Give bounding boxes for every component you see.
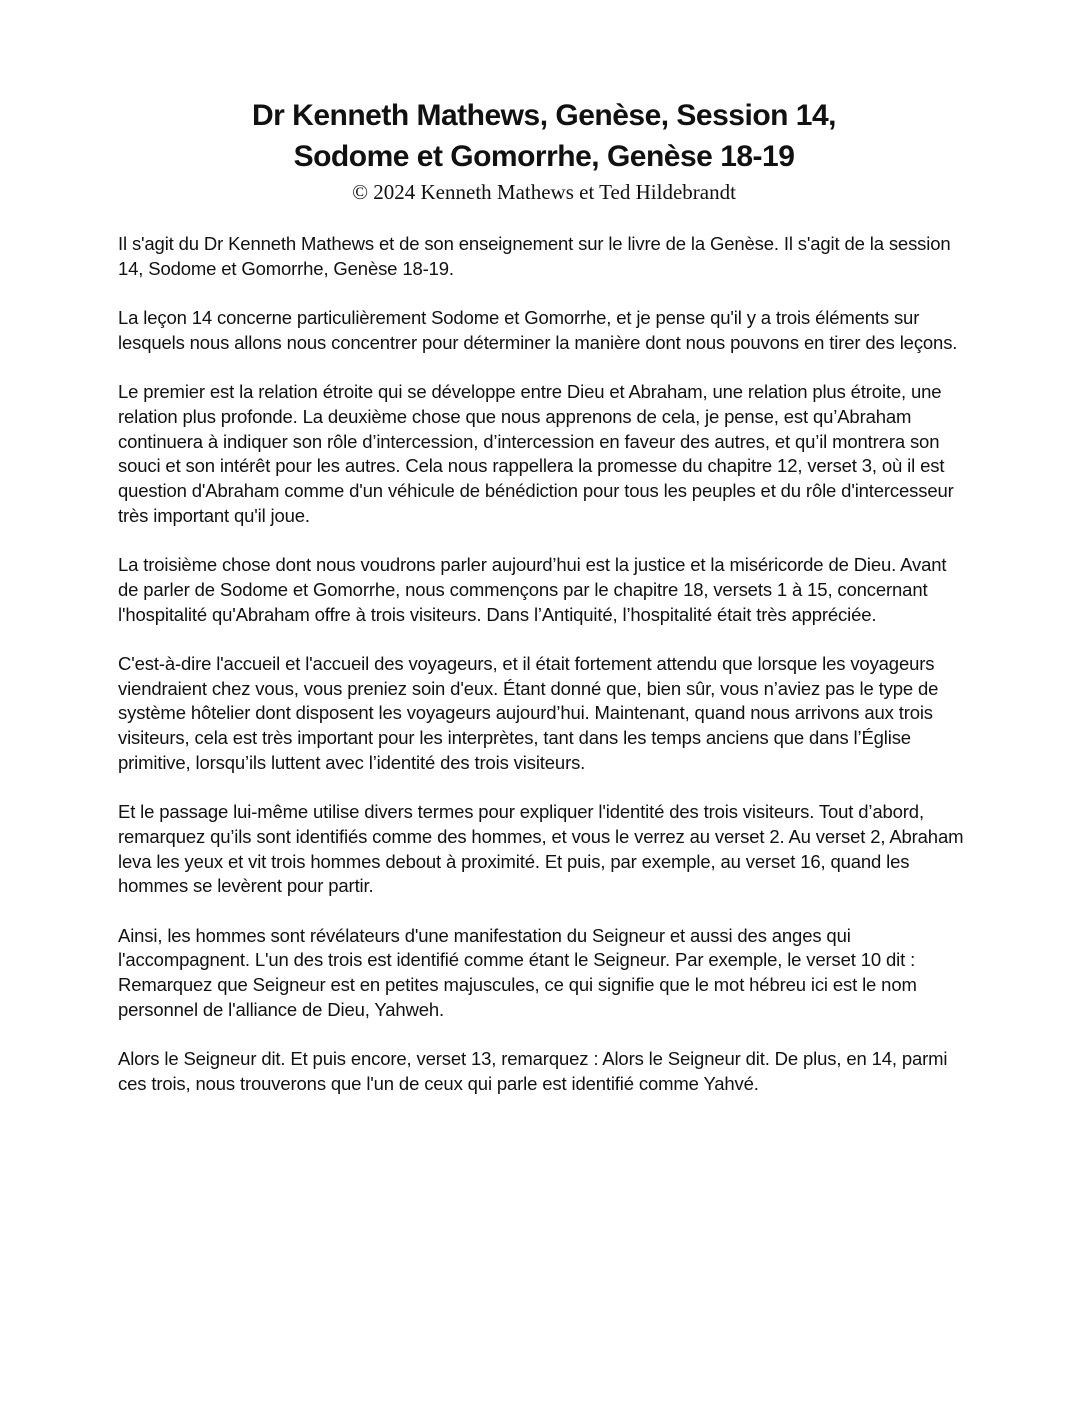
paragraph-6: Et le passage lui-même utilise divers termes pour expliquer l'identité des trois visiteurs. Tout d’abord, remarquez qu’ils sont identifiés comme des hommes, et vous le verrez au verset 2. Au verset 2, Abraham leva les yeux et vit trois hommes debout à proximité. Et puis, par exemple, au verset 16, quand les hommes se levèrent pour partir. — [118, 801, 964, 897]
paragraph-1: Il s'agit du Dr Kenneth Mathews et de son enseignement sur le livre de la Genèse. Il s'agit de la session 14, Sodome et Gomorrhe, Genèse 18-19. — [118, 233, 951, 279]
document-header — [0, 0, 1088, 206]
paragraph-2: La leçon 14 concerne particulièrement Sodome et Gomorrhe, et je pense qu'il y a trois éléments sur lesquels nous allons nous concentrer pour déterminer la manière dont nous pouvons en tirer des leçons. — [118, 307, 958, 353]
document-title — [0, 95, 1088, 177]
paragraph-8: Alors le Seigneur dit. Et puis encore, verset 13, remarquez : Alors le Seigneur dit. De plus, en 14, parmi ces trois, nous trouverons que l'un de ceux qui parle est identifié comme Yahvé. — [118, 1048, 948, 1094]
title-line-2: Sodome et Gomorrhe, Genèse 18-19 — [293, 140, 795, 173]
paragraph-4: La troisième chose dont nous voudrons parler aujourd’hui est la justice et la miséricorde de Dieu. Avant de parler de Sodome et Gomorrhe, nous commençons par le chapitre 18, versets 1 à 15, concernant l'hospitalité qu'Abraham offre à trois visiteurs. Dans l’Antiquité, l’hospitalité était très appréciée. — [118, 554, 947, 625]
paragraph-5: C'est-à-dire l'accueil et l'accueil des voyageurs, et il était fortement attendu que lorsque les voyageurs viendraient chez vous, vous preniez soin d'eux. Étant donné que, bien sûr, vous n’aviez pas le type de système hôtelier dont disposent les voyageurs aujourd’hui. Maintenant, quand nous arrivons aux trois visiteurs, cela est très important pour les interprètes, tant dans les temps anciens que dans l’Église primitive, lorsqu’ils luttent avec l’identité des trois visiteurs. — [118, 652, 939, 773]
paragraph-7: Ainsi, les hommes sont révélateurs d'une manifestation du Seigneur et aussi des anges qui l'accompagnent. L'un des trois est identifié comme étant le Seigneur. Par exemple, le verset 10 dit : Remarquez que Seigneur est en petites majuscules, ce qui signifie que le mot hébreu ici est le nom personnel de l'alliance de Dieu, Yahweh. — [118, 924, 917, 1020]
copyright-line: © 2024 Kenneth Mathews et Ted Hildebrandt — [352, 180, 736, 204]
paragraph-3: Le premier est la relation étroite qui se développe entre Dieu et Abraham, une relation plus étroite, une relation plus profonde. La deuxième chose que nous apprenons de cela, je pense, est qu’Abraham continuera à indiquer son rôle d’intercession, d’intercession en faveur des autres, et qu’il montrera son souci et son intérêt pour les autres. Cela nous rappellera la promesse du chapitre 12, verset 3, où il est question d'Abraham comme d'un véhicule de bénédiction pour tous les peuples et du rôle d'intercesseur très important qu'il joue. — [118, 381, 954, 526]
title-line-1: Dr Kenneth Mathews, Genèse, Session 14, — [251, 99, 837, 132]
document-body — [118, 232, 970, 1097]
